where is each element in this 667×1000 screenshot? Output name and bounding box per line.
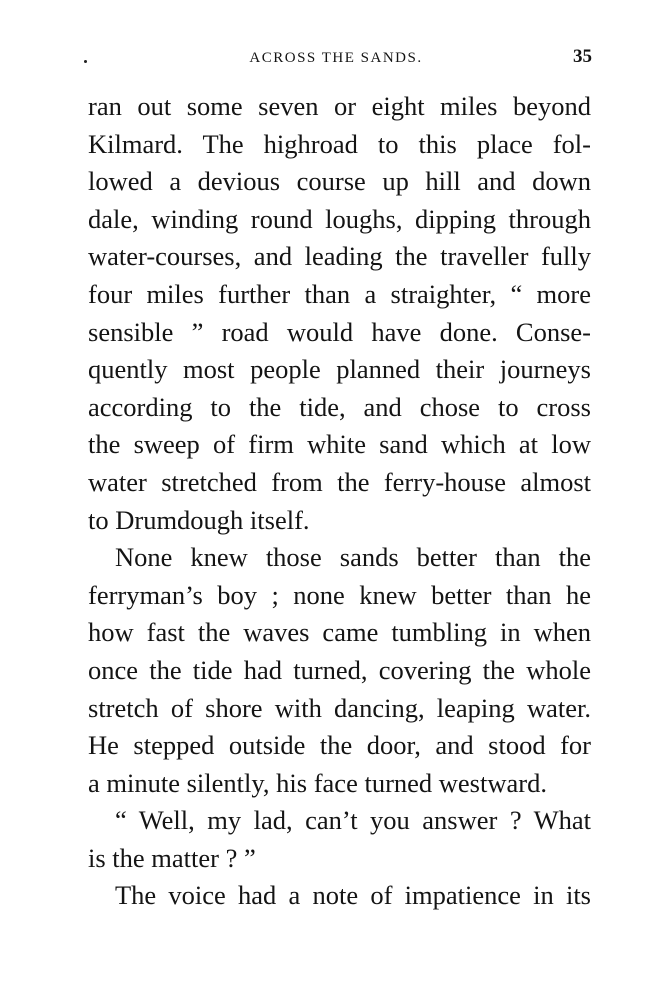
text-line: the sweep of firm white sand which at low	[88, 429, 591, 460]
text-line: quently most people planned their journeys	[88, 354, 591, 385]
text-line: None knew those sands better than the	[115, 542, 591, 573]
text-line: water stretched from the ferry-house almost	[88, 466, 591, 497]
page-number: 35	[573, 46, 592, 67]
text-line: sensible ” road would have done. Conse-	[88, 316, 591, 347]
running-head: ACROSS THE SANDS.	[249, 50, 423, 66]
page-header	[80, 44, 592, 72]
text-line: is the matter ? ”	[88, 842, 256, 873]
text-line: He stepped outside the door, and stood for	[88, 730, 591, 761]
text-line: to Drumdough itself.	[88, 504, 310, 535]
text-line: once the tide had turned, covering the whole	[88, 654, 591, 685]
text-line: four miles further than a straighter, “ more	[88, 278, 591, 309]
body-text	[88, 88, 591, 915]
text-line: Kilmard. The highroad to this place fol-	[88, 128, 591, 159]
text-line: ran out some seven or eight miles beyond	[88, 91, 591, 121]
text-line: stretch of shore with dancing, leaping water.	[88, 692, 591, 723]
text-line: according to the tide, and chose to cross	[88, 391, 591, 422]
text-line: water-courses, and leading the traveller fully	[88, 241, 591, 272]
text-line: how fast the waves came tumbling in when	[88, 617, 591, 648]
text-line: ferryman’s boy ; none knew better than he	[88, 579, 591, 610]
text-line: “ Well, my lad, can’t you answer ? What	[115, 805, 591, 836]
text-line: dale, winding round loughs, dipping through	[88, 203, 591, 234]
text-line: a minute silently, his face turned westward.	[88, 767, 547, 798]
text-line: lowed a devious course up hill and down	[88, 166, 591, 197]
text-line: The voice had a note of impatience in its	[115, 880, 591, 911]
